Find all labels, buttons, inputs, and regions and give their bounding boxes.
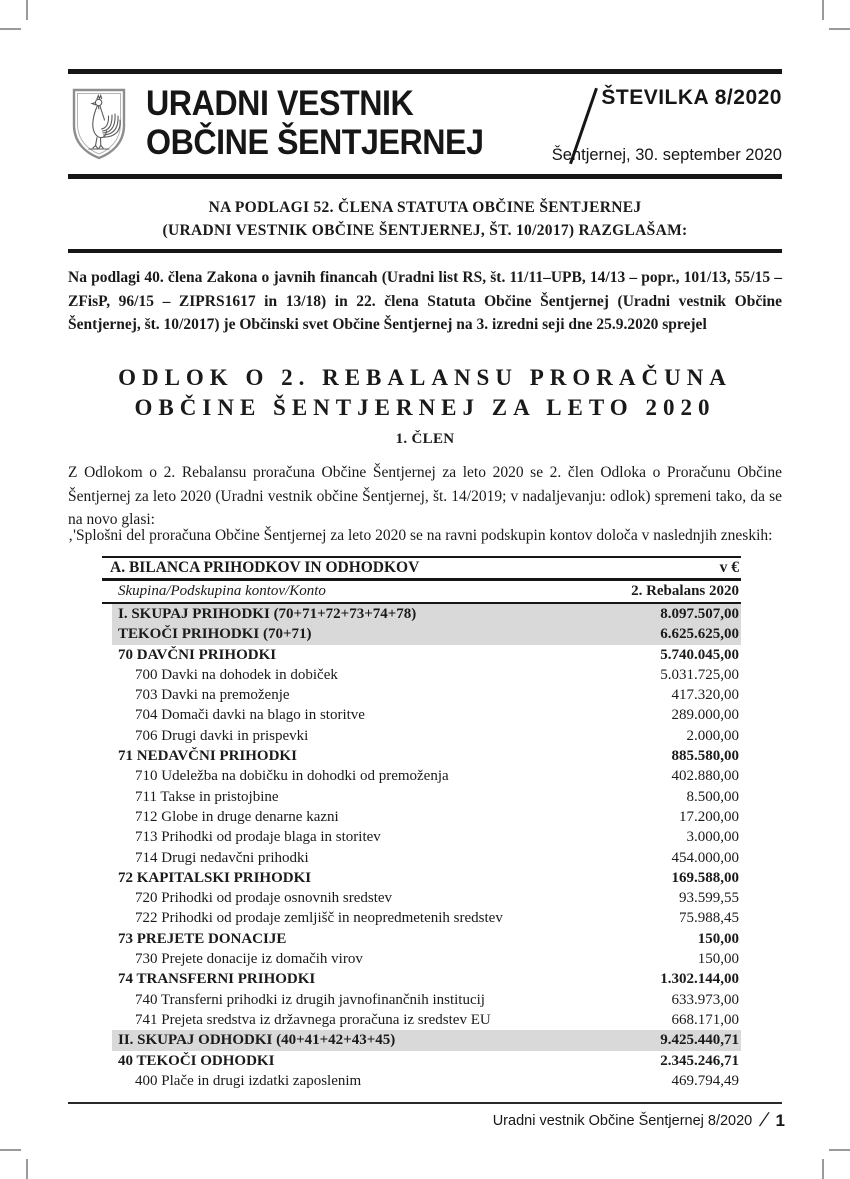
row-label: 740 Transferni prihodki iz drugih javnofinančnih institucij: [135, 991, 485, 1008]
budget-table: [102, 556, 741, 1091]
table-row: [102, 1051, 741, 1071]
proclamation-heading: [68, 196, 782, 242]
issue-number: ŠTEVILKA 8/2020: [601, 86, 782, 109]
budget-table-rows: [102, 604, 741, 1091]
row-label: 703 Davki na premoženje: [135, 687, 290, 704]
row-label: 74 TRANSFERNI PRIHODKI: [118, 971, 316, 988]
document-title-line2: OBČINE ŠENTJERNEJ ZA LETO 2020: [134, 395, 716, 420]
table-row: [102, 990, 741, 1010]
crop-mark-bottom-right-h: [829, 1149, 850, 1151]
row-value: 9.425.440,71: [660, 1032, 739, 1049]
row-value: 8.500,00: [686, 788, 739, 805]
quote-paragraph: ‚'Splošni del proračuna Občine Šentjernej za leto 2020 se na ravni podskupin kontov določa v naslednjih zneskih:: [68, 527, 773, 544]
column-header-konto: Skupina/Podskupina kontov/Konto: [118, 583, 326, 599]
footer-slash: /: [759, 1110, 769, 1131]
row-value: 454.000,00: [671, 849, 739, 866]
crop-mark-bottom-left-v: [26, 1159, 28, 1179]
crop-mark-top-right-h: [829, 28, 850, 30]
row-label: 720 Prihodki od prodaje osnovnih sredstev: [135, 890, 393, 907]
table-row: [102, 645, 741, 665]
table-row: [102, 624, 741, 644]
masthead-line2: OBČINE ŠENTJERNEJ: [146, 123, 484, 162]
table-row: [102, 908, 741, 928]
row-value: 5.031.725,00: [660, 666, 739, 683]
table-row: [102, 746, 741, 766]
row-label: 700 Davki na dohodek in dobiček: [135, 666, 338, 683]
crop-mark-bottom-right-v: [822, 1159, 824, 1179]
table-row: [102, 1071, 741, 1091]
crop-mark-top-left-v: [26, 0, 28, 20]
table-row: [102, 604, 741, 624]
table-row: [102, 787, 741, 807]
masthead-line1: URADNI VESTNIK: [146, 84, 414, 123]
row-label: 73 PREJETE DONACIJE: [118, 930, 287, 947]
row-label: TEKOČI PRIHODKI (70+71): [118, 626, 312, 643]
row-label: 400 Plače in drugi izdatki zaposlenim: [135, 1072, 362, 1089]
crop-mark-top-left-h: [0, 28, 21, 30]
row-label: 72 KAPITALSKI PRIHODKI: [118, 869, 312, 886]
row-value: 150,00: [697, 930, 739, 947]
table-row: [102, 949, 741, 969]
page-footer: [493, 1110, 785, 1132]
row-label: 706 Drugi davki in prispevki: [135, 727, 309, 744]
table-row: [102, 888, 741, 908]
proclamation-line2: (URADNI VESTNIK OBČINE ŠENTJERNEJ, ŠT. 10/2017) RAZGLAŠAM:: [162, 222, 688, 239]
table-row: [102, 726, 741, 746]
row-value: 2.345.246,71: [660, 1052, 739, 1069]
row-label: 711 Takse in pristojbine: [135, 788, 279, 805]
gazette-masthead: [146, 84, 484, 162]
row-value: 633.973,00: [671, 991, 739, 1008]
row-label: 722 Prihodki od prodaje zemljišč in neopredmetenih sredstev: [135, 910, 503, 927]
proclamation-line1: NA PODLAGI 52. ČLENA STATUTA OBČINE ŠENTJERNEJ: [208, 199, 642, 216]
row-value: 885.580,00: [671, 748, 739, 765]
row-value: 8.097.507,00: [660, 606, 739, 622]
table-column-headers: [102, 581, 741, 604]
table-row: [102, 929, 741, 949]
row-label: 713 Prihodki od prodaje blaga in storitev: [135, 829, 381, 846]
municipal-coat-of-arms-rooster-icon: [70, 87, 128, 161]
row-label: 40 TEKOČI ODHODKI: [118, 1052, 275, 1069]
row-label: II. SKUPAJ ODHODKI (40+41+42+43+45): [118, 1032, 396, 1049]
row-value: 6.625.625,00: [660, 626, 739, 643]
article-paragraph: Z Odlokom o 2. Rebalansu proračuna Občine Šentjernej za leto 2020 se 2. člen Odloka o Proračunu Občine Šentjernej za leto 2020 (Uradni vestnik občine Šentjernej, št. 14/2019; v nadaljevanju: odlok) spremeni tako, da se na novo glasi:: [68, 464, 782, 528]
table-row: [102, 766, 741, 786]
row-label: 70 DAVČNI PRIHODKI: [118, 646, 277, 663]
table-row: [102, 665, 741, 685]
table-row: [102, 705, 741, 725]
row-label: 704 Domači davki na blago in storitve: [135, 707, 365, 724]
header-bottom-rule: [68, 174, 782, 179]
row-value: 1.302.144,00: [660, 971, 739, 988]
row-label: I. SKUPAJ PRIHODKI (70+71+72+73+74+78): [118, 606, 417, 622]
row-value: 469.794,49: [671, 1072, 739, 1089]
table-section-title: A. BILANCA PRIHODKOV IN ODHODKOV: [110, 559, 420, 576]
row-label: 712 Globe in druge denarne kazni: [135, 808, 339, 825]
article-heading: 1. ČLEN: [395, 431, 455, 447]
page-number: 1: [775, 1111, 785, 1130]
table-row: [102, 807, 741, 827]
row-value: 169.588,00: [671, 869, 739, 886]
row-value: 402.880,00: [671, 768, 739, 785]
publication-date: Šentjernej, 30. september 2020: [551, 146, 782, 164]
row-value: 289.000,00: [671, 707, 739, 724]
row-value: 150,00: [697, 951, 739, 968]
row-value: 2.000,00: [686, 727, 739, 744]
table-row: [102, 827, 741, 847]
row-value: 93.599,55: [679, 890, 739, 907]
document-title: [68, 363, 782, 423]
section-rule: [68, 249, 782, 253]
row-value: 5.740.045,00: [660, 646, 739, 663]
legal-basis-paragraph: Na podlagi 40. člena Zakona o javnih financah (Uradni list RS, št. 11/11–UPB, 14/13 – popr., 101/13, 55/15 – ZFisP, 96/15 – ZIPRS1617 in 13/18) in 22. člena Statuta Občine Šentjernej (Uradni vestnik Občine Šentjernej, št. 10/2017) je Občinski svet Občine Šentjernej na 3. izredni seji dne 25.9.2020 sprejel: [68, 269, 782, 333]
table-currency-note: v €: [719, 559, 739, 576]
row-label: 710 Udeležba na dobičku in dohodki od premoženja: [135, 768, 449, 785]
row-value: 75.988,45: [679, 910, 739, 927]
row-label: 741 Prejeta sredstva iz državnega proračuna iz sredstev EU: [135, 1011, 491, 1028]
table-row: [102, 969, 741, 989]
table-section-header: [102, 556, 741, 581]
row-label: 714 Drugi nedavčni prihodki: [135, 849, 309, 866]
crop-mark-top-right-v: [822, 0, 824, 20]
crop-mark-bottom-left-h: [0, 1149, 21, 1151]
table-row: [102, 1010, 741, 1030]
table-row: [102, 1030, 741, 1050]
row-value: 3.000,00: [686, 829, 739, 846]
row-value: 17.200,00: [679, 808, 739, 825]
table-row: [102, 685, 741, 705]
row-value: 417.320,00: [671, 687, 739, 704]
row-label: 730 Prejete donacije iz domačih virov: [135, 951, 363, 968]
footer-gazette-title: Uradni vestnik Občine Šentjernej 8/2020: [492, 1113, 753, 1129]
row-label: 71 NEDAVČNI PRIHODKI: [118, 748, 297, 765]
row-value: 668.171,00: [671, 1011, 739, 1028]
table-row: [102, 868, 741, 888]
footer-rule: [68, 1102, 782, 1104]
table-row: [102, 848, 741, 868]
column-header-rebalans: 2. Rebalans 2020: [631, 583, 739, 599]
document-title-line1: ODLOK O 2. REBALANSU PRORAČUNA: [118, 365, 732, 390]
header-top-rule: [68, 69, 782, 74]
